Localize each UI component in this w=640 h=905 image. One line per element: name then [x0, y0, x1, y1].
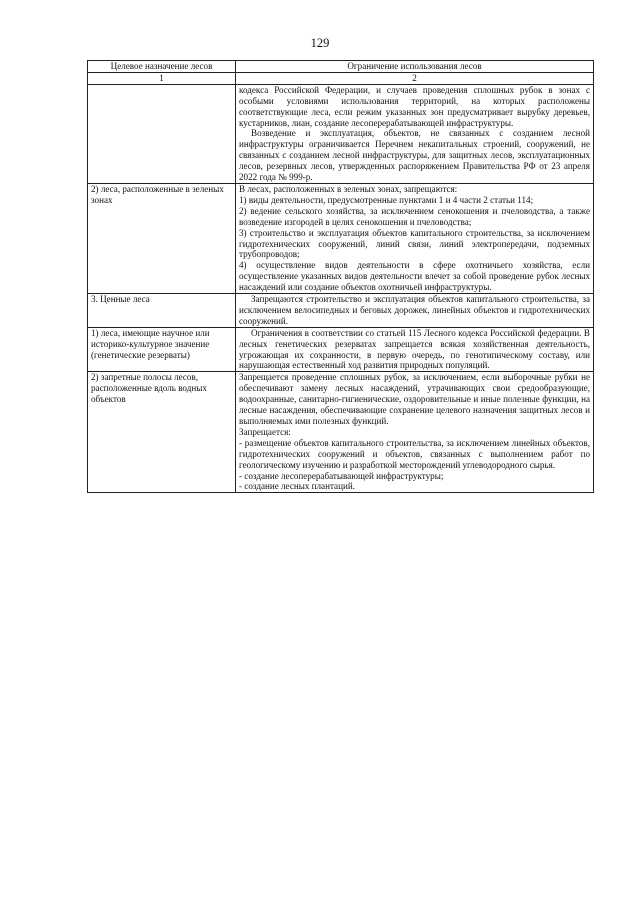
header-purpose: Целевое назначение лесов — [88, 61, 236, 73]
restriction-paragraph: Ограничения в соответствии со статьей 115 Лесного кодекса Российской федерации. В лесных генетических резерватах запрещается всякая хозяйственная деятельность, угрожающая их сохранности, в первую очередь, по генотипическому составу, или нарушающая естественный ход развития природных популяций. — [239, 327, 590, 371]
restriction-paragraph: 4) осуществление видов деятельности в сфере охотничьего хозяйства, если осуществление указанных видов деятельности влечет за собой проведение рубок лесных насаждений или создание объектов охотничьей инфраструктуры. — [239, 260, 590, 293]
table-row — [88, 294, 594, 328]
purpose-cell: 2) леса, расположенные в зеленых зонах — [88, 183, 236, 293]
restriction-paragraph: Возведение и эксплуатация, объектов, не связанных с созданием лесной инфраструктуры ограничивается Перечнем некапитальных строений, сооружений, не связанных с созданием лесной инфраструктуры, для защитных лесов, эксплуатационных лесов, резервных лесов, утвержденных распоряжением Правительства РФ от 23 апреля 2022 года № 999-р. — [239, 128, 590, 183]
restriction-paragraph: - размещение объектов капитального строительства, за исключением линейных объектов, гидротехнических сооружений и объектов, связанных с выполнением работ по геологическому изучению и разработкой месторождений углеводородного сырья. — [239, 437, 590, 470]
forest-restrictions-table — [87, 60, 594, 493]
header-restrictions: Ограничение использования лесов — [236, 61, 594, 73]
restriction-paragraph: Запрещаются строительство и эксплуатация объектов капитального строительства, за исключением велосипедных и беговых дорожек, линейных объектов и гидротехнических сооружений. — [239, 294, 590, 326]
purpose-cell — [88, 84, 236, 183]
restriction-cell — [236, 327, 594, 372]
table-row — [88, 372, 594, 493]
restriction-paragraph: - создание лесных плантаций. — [239, 481, 355, 492]
restriction-cell — [236, 294, 594, 328]
restriction-paragraph: кодекса Российской Федерации, и случаев проведения сплошных рубок в зонах с особыми условиями использования территорий, на которых расположены соответствующие леса, если режим указанных зон предусматривает вырубку деревьев, кустарников, лиан, создание лесоперерабатывающей инфраструктуры. — [239, 84, 590, 128]
purpose-cell: 2) запретные полосы лесов, расположенные вдоль водных объектов — [88, 372, 236, 493]
restriction-paragraph: Запрещается: — [239, 426, 291, 437]
table-row — [88, 84, 594, 183]
restriction-paragraph: 2) ведение сельского хозяйства, за исключением сенокошения и пчеловодства, а также возведение изгородей в целях сенокошения и пчеловодства; — [239, 205, 590, 227]
column-number-1: 1 — [88, 72, 236, 84]
page-number: 129 — [310, 36, 330, 50]
table-row — [88, 327, 594, 372]
table-header-row — [88, 61, 594, 73]
purpose-cell: 1) леса, имеющие научное или историко-культурное значение (генетические резерваты) — [88, 327, 236, 372]
restriction-paragraph: 3) строительство и эксплуатация объектов капитального строительства, за исключением гидротехнических сооружений, линий связи, линий электропередачи, подземных трубопроводов; — [239, 227, 590, 260]
restriction-paragraph: В лесах, расположенных в зеленых зонах, запрещаются: — [239, 183, 458, 194]
column-number-row — [88, 72, 594, 84]
restriction-paragraph: Запрещается проведение сплошных рубок, за исключением, если выборочные рубки не обеспечивают замену лесных насаждений, утрачивающих свои средообразующие, водоохранные, санитарно-гигиенические, оздоровительные и иные полезные функции, на лесные насаждения, обеспечивающие сохранение целевого назначения защитных лесов и выполняемых ими полезных функций. — [239, 372, 590, 426]
purpose-cell: 3. Ценные леса — [88, 294, 236, 328]
column-number-2: 2 — [236, 72, 594, 84]
table-row — [88, 183, 594, 293]
restriction-paragraph: 1) виды деятельности, предусмотренные пунктами 1 и 4 части 2 статьи 114; — [239, 194, 534, 205]
restriction-cell — [236, 183, 594, 293]
restriction-cell — [236, 84, 594, 183]
restriction-paragraph: - создание лесоперерабатывающей инфраструктуры; — [239, 470, 444, 481]
restriction-cell — [236, 372, 594, 493]
